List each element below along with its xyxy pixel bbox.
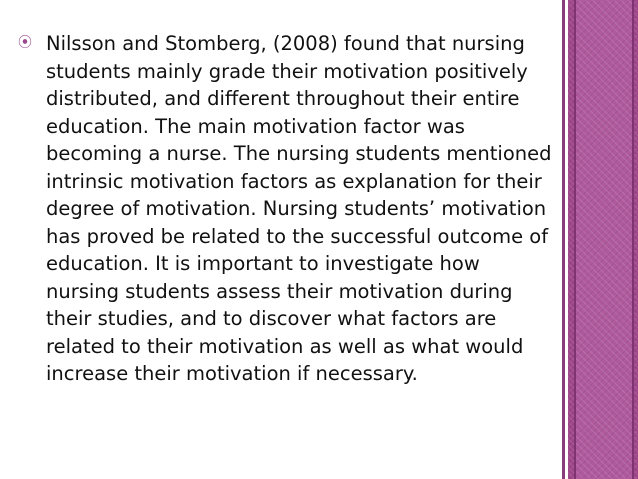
- slide-content: [18, 30, 553, 388]
- decorative-side-band-inner: [574, 0, 634, 479]
- decorative-side-line: [562, 0, 565, 479]
- bullet-text: Nilsson and Stomberg, (2008) found that nursing students mainly grade their motivation positively distributed, and different throughout their entire education. The main motivation factor was becoming a nurse. The nursing students mentioned intrinsic motivation factors as explanation for their degree of motivation. Nursing students’ motivation has proved be related to the successful outcome of education. It is important to investigate how nursing students assess their motivation during their studies, and to discover what factors are related to their motivation as well as what would increase their motivation if necessary.: [46, 32, 552, 385]
- decorative-side-band: [568, 0, 638, 479]
- bullet-item: [18, 30, 553, 388]
- target-circle-icon: ⦿: [18, 35, 32, 51]
